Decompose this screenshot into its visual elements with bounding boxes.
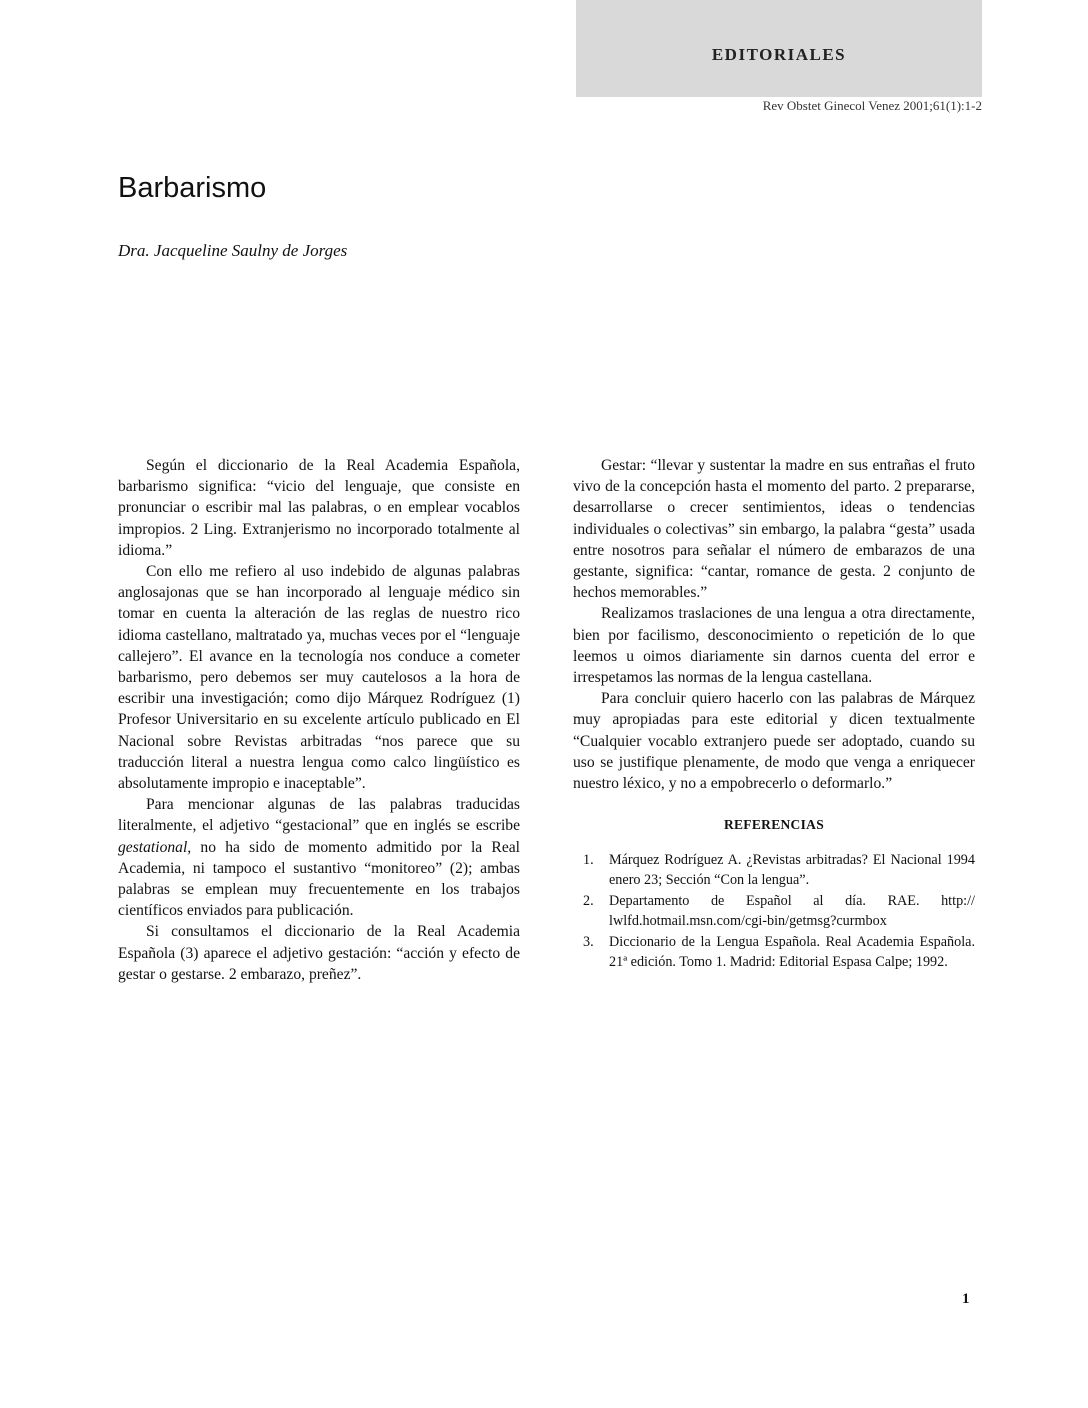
reference-number: 2. (583, 893, 594, 910)
body-paragraph (118, 794, 520, 921)
article-title: Barbarismo (118, 172, 267, 204)
reference-text: Departamento de Español al día. RAE. http:// lwlfd.hotmail.msn.com/cgi-bin/getmsg?curmbox (609, 893, 975, 929)
references-list (573, 851, 975, 972)
reference-number: 1. (583, 852, 594, 869)
reference-item (573, 851, 975, 890)
reference-number: 3. (583, 934, 594, 951)
right-column (573, 455, 975, 974)
body-paragraph: Para concluir quiero hacerlo con las palabras de Márquez muy apropiadas para este editorial y dicen textualmente “Cualquier vocablo extranjero puede ser adoptado, cuando su uso se justifique plenamente, de modo que venga a enriquecer nuestro léxico, y no a empobrecerlo o deformarlo.” (573, 690, 975, 793)
references-heading: REFERENCIAS (723, 817, 825, 833)
reference-item (573, 933, 975, 972)
body-paragraph: Gestar: “llevar y sustentar la madre en sus entrañas el fruto vivo de la concepción hasta el momento del parto. 2 prepararse, desarrollarse o crecer sentimientos, ideas o tendencias individuales o colectivas” sin embargo, la palabra “gesta” usada entre nosotros para señalar el número de embarazos de una gestante, significa: “cantar, romance de gesta. 2 conjunto de hechos memorables.” (573, 457, 975, 602)
paragraph-text: no ha sido de momento admitido por la Real Academia, ni tampoco el sustantivo “monitoreo” (2); ambas palabras se emplean muy frecuentemente en los trabajos científicos enviados para publicación. (118, 838, 520, 920)
body-paragraph: Realizamos traslaciones de una lengua a otra directamente, bien por facilismo, desconocimiento o repetición de lo que leemos u oimos diariamente sin darnos cuenta del error e irrespetamos las normas de la lengua castellana. (573, 605, 975, 687)
reference-item (573, 892, 975, 931)
reference-text: Márquez Rodríguez A. ¿Revistas arbitradas? El Nacional 1994 enero 23; Sección “Con la lengua”. (609, 852, 975, 888)
body-paragraph: Según el diccionario de la Real Academia Española, barbarismo significa: “vicio del lenguaje, que consiste en pronunciar o escribir mal las palabras, o en emplear vocablos impropios. 2 Ling. Extranjerismo no incorporado totalmente al idioma.” (118, 457, 520, 559)
article-author: Dra. Jacqueline Saulny de Jorges (118, 241, 348, 260)
reference-text: Diccionario de la Lengua Española. Real Academia Española. 21ª edición. Tomo 1. Madrid: Editorial Espasa Calpe; 1992. (609, 934, 975, 970)
italic-term: gestational, (118, 838, 192, 856)
left-column (118, 455, 520, 985)
body-paragraph: Con ello me refiero al uso indebido de algunas palabras anglosajonas que se han incorporado al lenguaje médico sin tomar en cuenta la alteración de las reglas de nuestro rico idioma castellano, maltratado ya, muchas veces por el “lenguaje callejero”. El avance en la tecnología nos conduce a cometer barbarismo, pero debemos ser muy cautelosos a la hora de escribir una investigación; como dijo Márquez Rodríguez (1) Profesor Universitario en su excelente artículo publicado en El Nacional sobre Revistas arbitradas “nos parece que su traducción literal a nuestra lengua como calco lingüístico es absolutamente impropio e inaceptable”. (118, 563, 520, 793)
paragraph-text: Para mencionar algunas de las palabras traducidas literalmente, el adjetivo “gestacional” que en inglés se escribe (118, 796, 520, 835)
section-label: EDITORIALES (711, 45, 847, 64)
page-number: 1 (962, 1291, 970, 1307)
body-paragraph: Si consultamos el diccionario de la Real Academia Española (3) aparece el adjetivo gestación: “acción y efecto de gestar o gestarse. 2 embarazo, preñez”. (118, 923, 520, 983)
journal-citation: Rev Obstet Ginecol Venez 2001;61(1):1-2 (762, 98, 982, 113)
